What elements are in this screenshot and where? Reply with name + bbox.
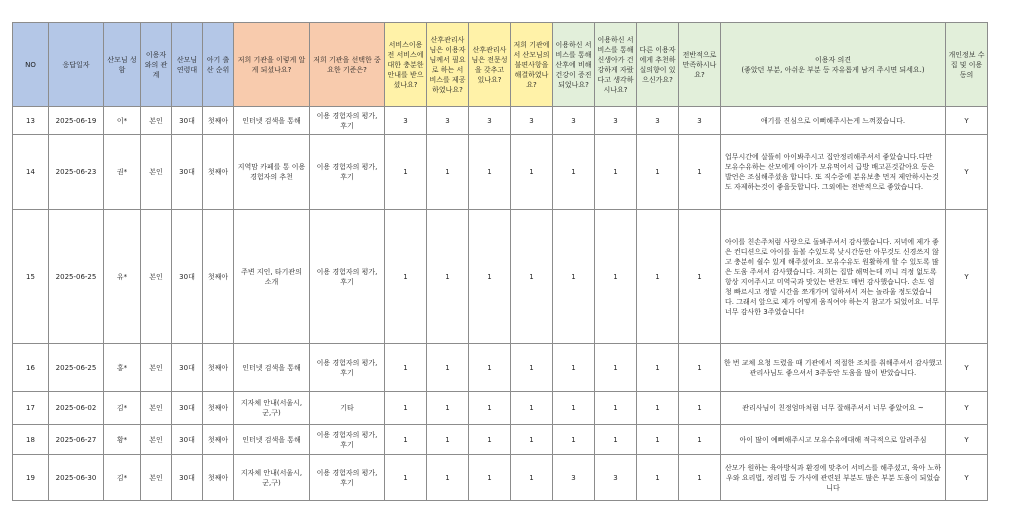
cell-no: 13 xyxy=(13,107,49,135)
cell-q6: 3 xyxy=(595,455,637,501)
table-row xyxy=(13,107,988,135)
cell-age: 30대 xyxy=(172,425,203,455)
header-row xyxy=(13,23,988,107)
cell-q6: 1 xyxy=(595,210,637,344)
cell-q7: 1 xyxy=(637,455,679,501)
cell-q5: 1 xyxy=(553,135,595,210)
cell-name: 김* xyxy=(104,392,141,425)
cell-date: 2025-06-27 xyxy=(49,425,104,455)
cell-date: 2025-06-25 xyxy=(49,344,104,392)
cell-consent: Y xyxy=(946,344,988,392)
table-row xyxy=(13,210,988,344)
cell-q7: 1 xyxy=(637,344,679,392)
cell-relation: 본인 xyxy=(141,392,172,425)
cell-opinion: 한 번 교체 요청 드렸을 때 기관에서 적절한 조치를 취해주셔서 감사했고 관리사님도 좋으셔서 3주동안 도움을 많이 받았습니다. xyxy=(721,344,946,392)
header-q4: 저희 기관에서 산모님의 불편사항을 해결하였나요? xyxy=(511,23,553,107)
cell-q7: 1 xyxy=(637,135,679,210)
cell-criteria: 이용 경험자의 평가, 후기 xyxy=(310,135,385,210)
cell-name: 이* xyxy=(104,107,141,135)
header-q8: 전반적으로 만족하시나요? xyxy=(679,23,721,107)
cell-q1: 1 xyxy=(385,392,427,425)
cell-consent: Y xyxy=(946,392,988,425)
cell-birth-order: 첫째아 xyxy=(203,107,234,135)
cell-q2: 1 xyxy=(427,210,469,344)
cell-q7: 1 xyxy=(637,425,679,455)
cell-age: 30대 xyxy=(172,344,203,392)
cell-consent: Y xyxy=(946,135,988,210)
header-relation: 이용자와의 관계 xyxy=(141,23,172,107)
cell-criteria: 이용 경험자의 평가, 후기 xyxy=(310,107,385,135)
cell-q1: 1 xyxy=(385,455,427,501)
cell-relation: 본인 xyxy=(141,455,172,501)
cell-birth-order: 첫째아 xyxy=(203,210,234,344)
cell-source: 지자체 안내(서울시,군,구) xyxy=(234,455,310,501)
header-name: 산모님 성함 xyxy=(104,23,141,107)
header-consent: 개인정보 수집 및 이용 동의 xyxy=(946,23,988,107)
cell-criteria: 이용 경험자의 평가, 후기 xyxy=(310,344,385,392)
cell-relation: 본인 xyxy=(141,425,172,455)
cell-source: 인터넷 검색을 통해 xyxy=(234,344,310,392)
cell-q4: 1 xyxy=(511,344,553,392)
cell-criteria: 이용 경험자의 평가, 후기 xyxy=(310,425,385,455)
cell-birth-order: 첫째아 xyxy=(203,425,234,455)
header-criteria: 저희 기관을 선택한 중요한 기준은? xyxy=(310,23,385,107)
header-q1: 서비스이용전 서비스에 대한 충분한 안내를 받으셨나요? xyxy=(385,23,427,107)
cell-source: 주변 지인, 타기관의 소개 xyxy=(234,210,310,344)
cell-q5: 3 xyxy=(553,107,595,135)
cell-q1: 3 xyxy=(385,107,427,135)
header-age: 산모님 연령대 xyxy=(172,23,203,107)
cell-q4: 1 xyxy=(511,135,553,210)
cell-no: 19 xyxy=(13,455,49,501)
table-row xyxy=(13,135,988,210)
cell-q8: 1 xyxy=(679,210,721,344)
cell-opinion: 산모가 원하는 육아방식과 환경에 맞추어 서비스를 해주셨고, 육아 노하우와 요리법, 정리법 등 가사에 관련된 부분도 많은 부분 도움이 되었습니다 xyxy=(721,455,946,501)
cell-q8: 1 xyxy=(679,392,721,425)
cell-q7: 1 xyxy=(637,392,679,425)
cell-name: 김* xyxy=(104,455,141,501)
cell-name: 홍* xyxy=(104,344,141,392)
cell-q3: 1 xyxy=(469,135,511,210)
header-q3: 산후관리사님은 전문성을 갖추고 있나요? xyxy=(469,23,511,107)
table-row xyxy=(13,425,988,455)
header-q6: 이용하신 서비스를 통해 신생아가 건강하게 자랐다고 생각하시나요? xyxy=(595,23,637,107)
cell-no: 18 xyxy=(13,425,49,455)
cell-consent: Y xyxy=(946,425,988,455)
header-opinion: 이용자 의견 (좋았던 부분, 아쉬운 부분 등 자유롭게 남겨 주시면 되세요.) xyxy=(721,23,946,107)
cell-name: 유* xyxy=(104,210,141,344)
cell-q7: 1 xyxy=(637,210,679,344)
cell-consent: Y xyxy=(946,107,988,135)
cell-opinion: 아이 많이 예뻐해주시고 모유수유에대해 적극적으로 알려주심 xyxy=(721,425,946,455)
header-q2: 산후관리사님은 이용자님께서 필요로 하는 서비스를 제공하였나요? xyxy=(427,23,469,107)
cell-birth-order: 첫째아 xyxy=(203,455,234,501)
cell-date: 2025-06-30 xyxy=(49,455,104,501)
cell-name: 황* xyxy=(104,425,141,455)
cell-q2: 1 xyxy=(427,135,469,210)
cell-q3: 1 xyxy=(469,344,511,392)
cell-birth-order: 첫째아 xyxy=(203,135,234,210)
cell-no: 16 xyxy=(13,344,49,392)
cell-name: 권* xyxy=(104,135,141,210)
cell-birth-order: 첫째아 xyxy=(203,344,234,392)
cell-q4: 1 xyxy=(511,425,553,455)
cell-criteria: 이용 경험자의 평가, 후기 xyxy=(310,455,385,501)
cell-q1: 1 xyxy=(385,135,427,210)
cell-source: 인터넷 검색을 통해 xyxy=(234,107,310,135)
cell-q3: 1 xyxy=(469,425,511,455)
cell-q2: 1 xyxy=(427,392,469,425)
cell-date: 2025-06-19 xyxy=(49,107,104,135)
cell-q8: 1 xyxy=(679,135,721,210)
cell-q4: 1 xyxy=(511,392,553,425)
cell-q2: 1 xyxy=(427,425,469,455)
header-q5: 이용하신 서비스를 통해 산후에 비해 건강이 증진되었나요? xyxy=(553,23,595,107)
cell-q5: 1 xyxy=(553,425,595,455)
cell-q4: 1 xyxy=(511,455,553,501)
cell-q6: 1 xyxy=(595,425,637,455)
cell-q4: 1 xyxy=(511,210,553,344)
cell-date: 2025-06-02 xyxy=(49,392,104,425)
cell-q1: 1 xyxy=(385,210,427,344)
cell-criteria: 기타 xyxy=(310,392,385,425)
cell-q7: 3 xyxy=(637,107,679,135)
cell-q3: 3 xyxy=(469,107,511,135)
cell-relation: 본인 xyxy=(141,107,172,135)
cell-q1: 1 xyxy=(385,425,427,455)
cell-consent: Y xyxy=(946,455,988,501)
cell-q6: 3 xyxy=(595,107,637,135)
cell-q4: 3 xyxy=(511,107,553,135)
cell-q3: 1 xyxy=(469,392,511,425)
cell-q2: 1 xyxy=(427,344,469,392)
cell-criteria: 이용 경험자의 평가, 후기 xyxy=(310,210,385,344)
cell-q3: 1 xyxy=(469,210,511,344)
cell-source: 인터넷 검색을 통해 xyxy=(234,425,310,455)
cell-consent: Y xyxy=(946,210,988,344)
cell-opinion: 애기를 진심으로 이뻐해주시는게 느껴졌습니다. xyxy=(721,107,946,135)
header-no: NO xyxy=(13,23,49,107)
cell-no: 17 xyxy=(13,392,49,425)
cell-age: 30대 xyxy=(172,455,203,501)
cell-q6: 1 xyxy=(595,392,637,425)
cell-q6: 1 xyxy=(595,344,637,392)
cell-q2: 1 xyxy=(427,455,469,501)
cell-q8: 1 xyxy=(679,455,721,501)
cell-date: 2025-06-25 xyxy=(49,210,104,344)
table-row xyxy=(13,455,988,501)
cell-q8: 3 xyxy=(679,107,721,135)
cell-relation: 본인 xyxy=(141,210,172,344)
cell-age: 30대 xyxy=(172,107,203,135)
survey-table xyxy=(12,22,988,501)
cell-q8: 1 xyxy=(679,344,721,392)
cell-age: 30대 xyxy=(172,210,203,344)
cell-q3: 1 xyxy=(469,455,511,501)
cell-source: 지자체 안내(서울시,군,구) xyxy=(234,392,310,425)
cell-q6: 1 xyxy=(595,135,637,210)
cell-q5: 1 xyxy=(553,210,595,344)
cell-q8: 1 xyxy=(679,425,721,455)
cell-no: 14 xyxy=(13,135,49,210)
table-row xyxy=(13,344,988,392)
cell-no: 15 xyxy=(13,210,49,344)
table-row xyxy=(13,392,988,425)
cell-age: 30대 xyxy=(172,135,203,210)
header-source: 저희 기관을 이렇게 알게 되셨나요? xyxy=(234,23,310,107)
header-birth-order: 아기 출산 순위 xyxy=(203,23,234,107)
cell-birth-order: 첫째아 xyxy=(203,392,234,425)
cell-opinion: 아이를 친손주처럼 사랑으로 돌봐주셔서 감사했습니다. 저녁에 제가 좋은 컨디션으로 아이를 돌볼 수있도록 낮시간동안 아무것도 신경쓰지 않고 충분히 쉴수 있게 해주셨어요. 모유수유도 원활하게 할 수 있도록 많은 도움 주셔서 감사했습니다. 저희는 집밥 해먹는데 끼니 걱정 없도록 항상 지어주시고 미역국과 맛있는 반찬도 매번 감사했습니다. 손도 엄청 빠르시고 정말 시간을 쪼개가며 일하셔서 저는 놀라울 정도였습니다. 그래서 앞으로 제가 어떻게 움직여야 하는지 참고가 되었어요. 너무너무 감사한 3주였습니다! xyxy=(721,210,946,344)
cell-q5: 3 xyxy=(553,455,595,501)
cell-date: 2025-06-23 xyxy=(49,135,104,210)
cell-q5: 1 xyxy=(553,344,595,392)
cell-q5: 1 xyxy=(553,392,595,425)
header-q7: 다른 이용자에게 추천하실의향이 있으신가요? xyxy=(637,23,679,107)
cell-source: 지역맘 카페를 통 이용 경험자의 추천 xyxy=(234,135,310,210)
cell-relation: 본인 xyxy=(141,344,172,392)
cell-opinion: 관리사님이 친정엄마처럼 너무 잘해주셔서 너무 좋았어요 ~ xyxy=(721,392,946,425)
cell-q2: 3 xyxy=(427,107,469,135)
header-date: 응답일자 xyxy=(49,23,104,107)
cell-opinion: 업무시간에 살뜰히 아이봐주시고 집안정리해주셔서 좋았습니다.다만 모유수유하는 산모에게 아이가 모유먹어서 급방 배고픈것같아요 등은 발언은 조심해주셨음 합니다. 또 직수중에 분유보충 먼저 제안하시는것도 자제하는것이 좋을듯합니다. 그외에는 전반적으로 좋았습니다. xyxy=(721,135,946,210)
cell-relation: 본인 xyxy=(141,135,172,210)
cell-age: 30대 xyxy=(172,392,203,425)
cell-q1: 1 xyxy=(385,344,427,392)
